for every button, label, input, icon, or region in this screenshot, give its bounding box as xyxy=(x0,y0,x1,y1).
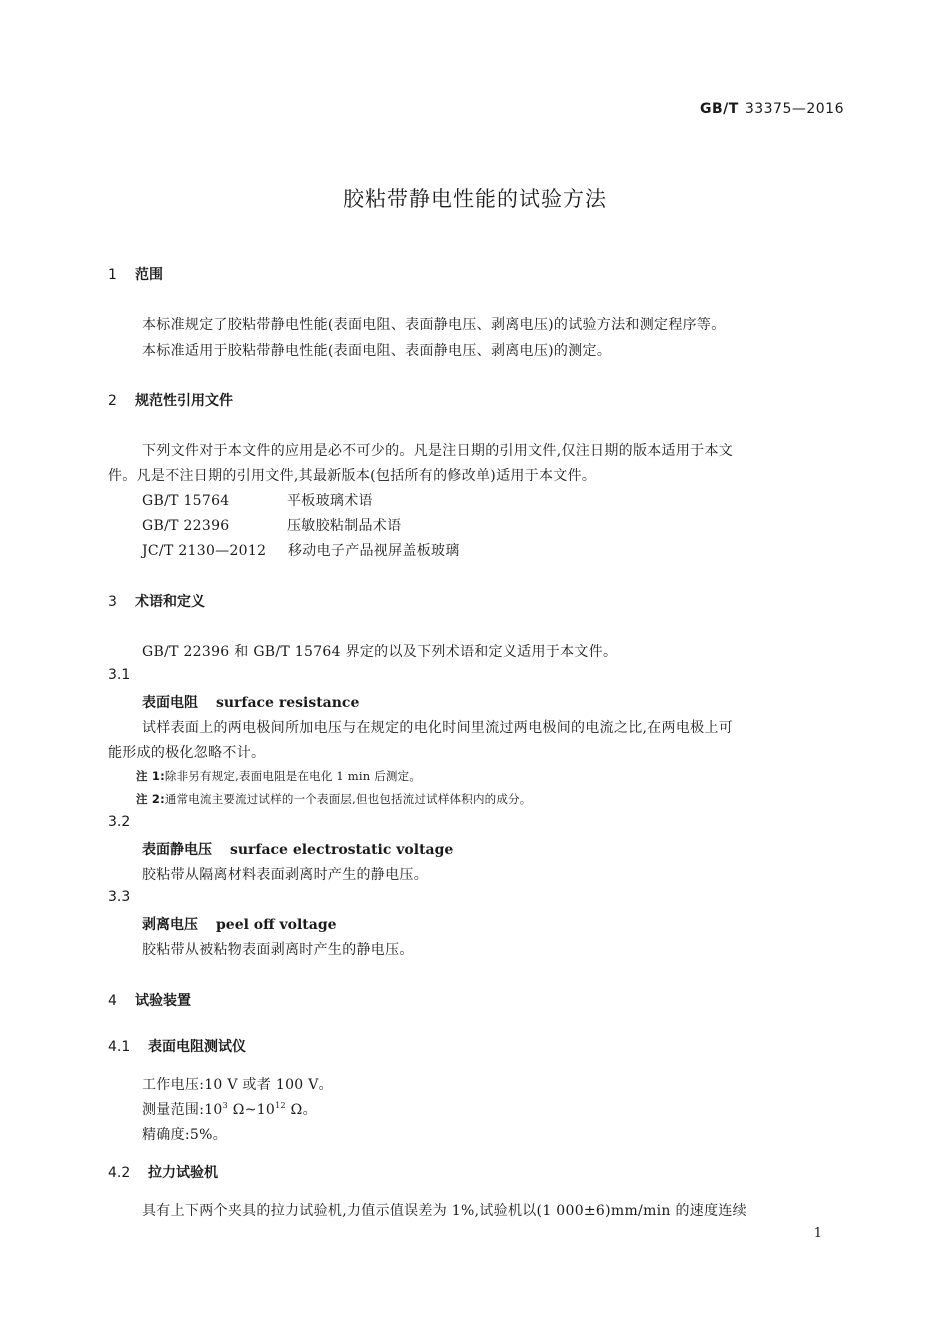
note-1 xyxy=(136,768,421,784)
term-definition-continuation: 能形成的极化忽略不计。 xyxy=(108,745,266,761)
note-text: 除非另有规定,表面电阻是在电化 1 min 后测定。 xyxy=(164,769,422,783)
note-label: 注 2: xyxy=(136,792,165,806)
section-number: 1 xyxy=(108,267,117,283)
section-2-heading xyxy=(108,390,233,410)
page-number: 1 xyxy=(813,1226,822,1241)
term-chinese: 剥离电压 xyxy=(142,917,198,933)
section-title: 范围 xyxy=(135,267,163,283)
term-definition: 胶粘带从被粘物表面剥离时产生的静电压。 xyxy=(142,942,414,958)
section-3-heading xyxy=(108,591,205,611)
paragraph: 具有上下两个夹具的拉力试验机,力值示值误差为 1%,试验机以(1 000±6)mm/min 的速度连续 xyxy=(142,1203,747,1219)
reference-name: 压敏胶粘制品术语 xyxy=(287,518,402,534)
normative-reference xyxy=(142,540,460,560)
range-text: Ω。 xyxy=(285,1102,317,1118)
term-english: surface resistance xyxy=(216,695,360,711)
standard-code xyxy=(700,101,844,117)
document-title: 胶粘带静电性能的试验方法 xyxy=(343,187,607,211)
term-chinese: 表面静电压 xyxy=(142,842,212,858)
section-number: 3 xyxy=(108,594,117,610)
note-2 xyxy=(136,791,531,807)
subsection-number: 4.1 xyxy=(108,1039,131,1055)
term-heading xyxy=(142,914,337,934)
range-exponent: 3 xyxy=(222,1101,229,1110)
term-heading xyxy=(142,692,359,712)
term-heading xyxy=(142,839,453,859)
term-english: peel off voltage xyxy=(216,917,337,933)
reference-name: 移动电子产品视屏盖板玻璃 xyxy=(288,543,460,559)
spec-accuracy: 精确度:5%。 xyxy=(142,1127,228,1143)
subsection-number: 4.2 xyxy=(108,1165,131,1181)
reference-code: GB/T 22396 xyxy=(142,518,230,534)
section-4-heading xyxy=(108,990,191,1010)
paragraph: 下列文件对于本文件的应用是必不可少的。凡是注日期的引用文件,仅注日期的版本适用于本文 xyxy=(142,443,734,459)
paragraph: 本标准规定了胶粘带静电性能(表面电阻、表面静电压、剥离电压)的试验方法和测定程序等。 xyxy=(142,317,726,333)
note-label: 注 1: xyxy=(136,769,165,783)
term-definition: 胶粘带从隔离材料表面剥离时产生的静电压。 xyxy=(142,867,428,883)
spec-voltage: 工作电压:10 V 或者 100 V。 xyxy=(142,1077,333,1093)
subsection-4-1-heading xyxy=(108,1036,246,1056)
section-number: 4 xyxy=(108,993,117,1009)
section-title: 术语和定义 xyxy=(135,594,205,610)
normative-reference xyxy=(142,515,401,535)
standard-prefix: GB/T xyxy=(700,101,739,117)
section-title: 规范性引用文件 xyxy=(135,393,233,409)
range-exponent: 12 xyxy=(275,1101,286,1110)
term-number: 3.3 xyxy=(108,889,131,905)
term-definition: 试样表面上的两电极间所加电压与在规定的电化时间里流过两电极间的电流之比,在两电极上可 xyxy=(142,720,734,736)
term-number: 3.2 xyxy=(108,814,131,830)
subsection-title: 拉力试验机 xyxy=(148,1165,218,1181)
reference-code: GB/T 15764 xyxy=(142,493,230,509)
subsection-title: 表面电阻测试仪 xyxy=(148,1039,246,1055)
subsection-4-2-heading xyxy=(108,1162,218,1182)
normative-reference xyxy=(142,490,373,510)
paragraph: GB/T 22396 和 GB/T 15764 界定的以及下列术语和定义适用于本文件。 xyxy=(142,644,618,660)
section-title: 试验装置 xyxy=(135,993,191,1009)
paragraph-continuation: 件。凡是不注日期的引用文件,其最新版本(包括所有的修改单)适用于本文件。 xyxy=(108,468,597,484)
term-number: 3.1 xyxy=(108,667,131,683)
range-text: 测量范围:10 xyxy=(142,1102,223,1118)
standard-number: 33375—2016 xyxy=(744,101,844,117)
note-text: 通常电流主要流过试样的一个表面层,但也包括流过试样体积内的成分。 xyxy=(164,792,532,806)
section-number: 2 xyxy=(108,393,117,409)
term-chinese: 表面电阻 xyxy=(142,695,198,711)
reference-name: 平板玻璃术语 xyxy=(287,493,373,509)
section-1-heading xyxy=(108,264,163,284)
term-english: surface electrostatic voltage xyxy=(230,842,454,858)
paragraph: 本标准适用于胶粘带静电性能(表面电阻、表面静电压、剥离电压)的测定。 xyxy=(142,343,612,359)
range-text: Ω~10 xyxy=(228,1102,276,1118)
reference-code: JC/T 2130—2012 xyxy=(142,543,267,559)
spec-range xyxy=(142,1099,317,1119)
